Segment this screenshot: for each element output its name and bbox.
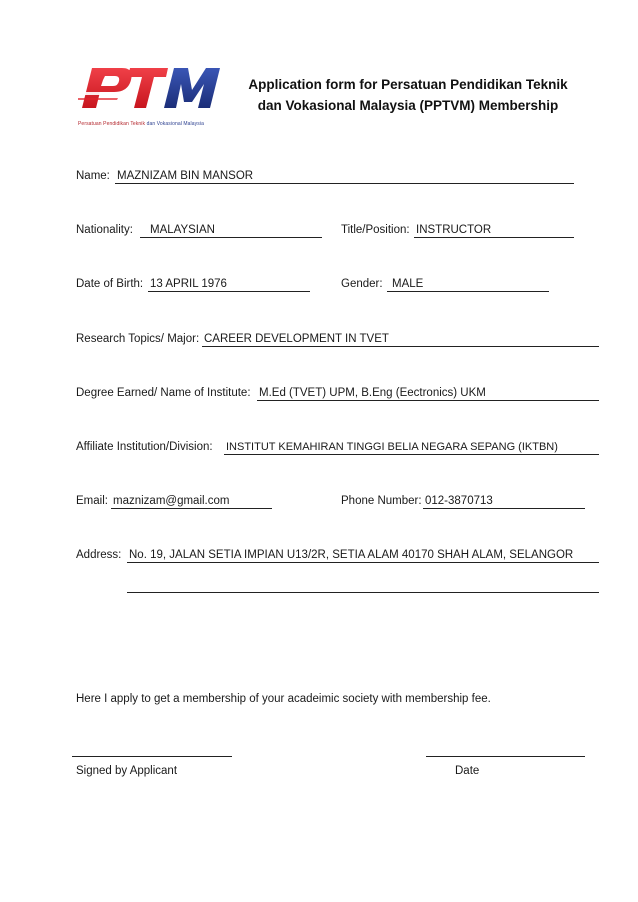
logo-caption-blue: dan Vokasional Malaysia: [146, 121, 204, 127]
email-label: Email:: [76, 495, 108, 507]
affiliate-field[interactable]: INSTITUT KEMAHIRAN TINGGI BELIA NEGARA SEPANG (IKTBN): [224, 440, 599, 455]
gender-field[interactable]: MALE: [387, 277, 549, 292]
pptvm-logo: [78, 60, 228, 132]
gender-label: Gender:: [341, 278, 383, 290]
ptm-logo-mark-icon: [78, 60, 228, 118]
name-field[interactable]: MAZNIZAM BIN MANSOR: [115, 169, 574, 184]
phone-field[interactable]: 012-3870713: [423, 494, 585, 509]
email-field[interactable]: maznizam@gmail.com: [111, 494, 272, 509]
title-position-field[interactable]: INSTRUCTOR: [414, 223, 574, 238]
affiliate-label: Affiliate Institution/Division:: [76, 441, 213, 453]
date-signature-line[interactable]: [426, 756, 585, 757]
applicant-signature-line[interactable]: [72, 756, 232, 757]
name-label: Name:: [76, 170, 110, 182]
nationality-field[interactable]: MALAYSIAN: [140, 223, 322, 238]
degree-label: Degree Earned/ Name of Institute:: [76, 387, 251, 399]
nationality-label: Nationality:: [76, 224, 133, 236]
declaration-text: Here I apply to get a membership of your acadeimic society with membership fee.: [76, 693, 491, 705]
address-field[interactable]: No. 19, JALAN SETIA IMPIAN U13/2R, SETIA ALAM 40170 SHAH ALAM, SELANGOR: [127, 548, 599, 563]
address-line-2[interactable]: [127, 592, 599, 593]
form-title: [238, 74, 578, 116]
dob-field[interactable]: 13 APRIL 1976: [148, 277, 310, 292]
form-title-line2: dan Vokasional Malaysia (PPTVM) Membership: [257, 98, 559, 113]
date-label: Date: [455, 765, 480, 777]
title-position-label: Title/Position:: [341, 224, 410, 236]
research-label: Research Topics/ Major:: [76, 333, 200, 345]
phone-label: Phone Number:: [341, 495, 422, 507]
logo-caption-red: Persatuan Pendidikan Teknik: [78, 121, 146, 127]
logo-caption: [78, 121, 228, 127]
research-field[interactable]: CAREER DEVELOPMENT IN TVET: [202, 332, 599, 347]
form-title-line1: Application form for Persatuan Pendidikan Teknik: [248, 77, 568, 92]
degree-field[interactable]: M.Ed (TVET) UPM, B.Eng (Eectronics) UKM: [257, 386, 599, 401]
applicant-signature-label: Signed by Applicant: [76, 765, 178, 777]
address-label: Address:: [76, 549, 122, 561]
dob-label: Date of Birth:: [76, 278, 144, 290]
